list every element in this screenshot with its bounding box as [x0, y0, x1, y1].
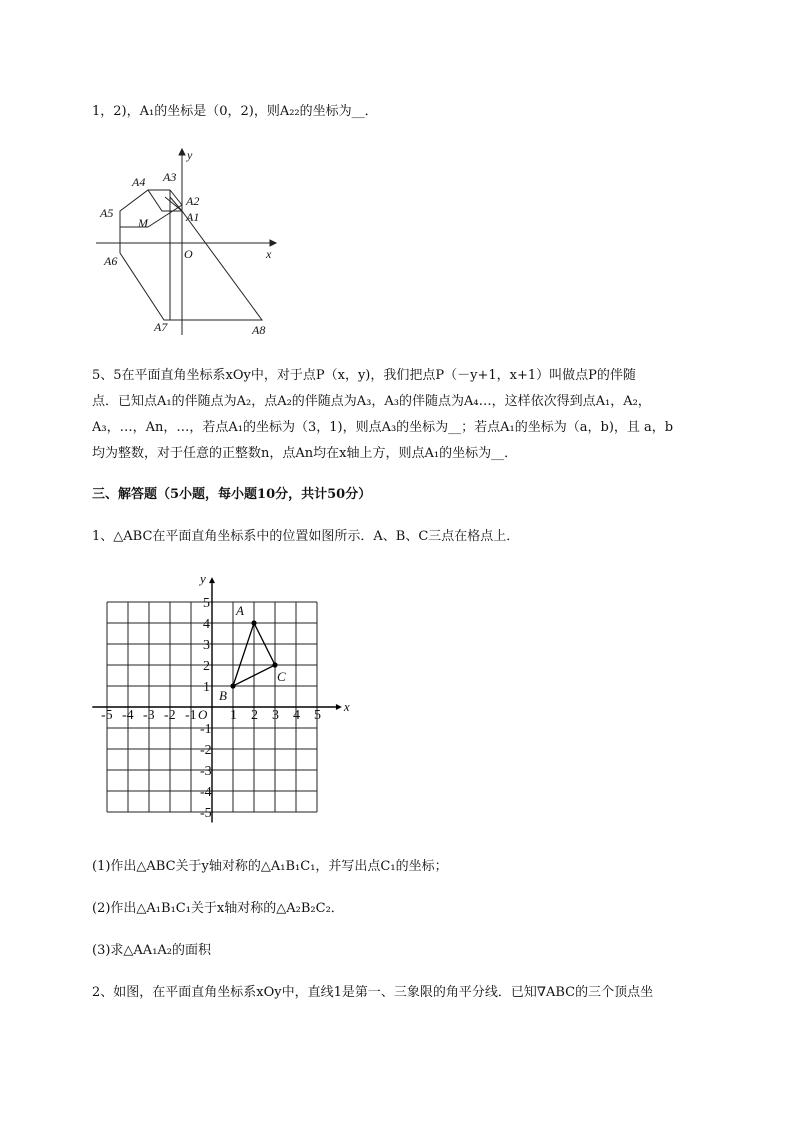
fig1-label-a1: A1	[186, 210, 200, 224]
x-arrow	[270, 240, 276, 246]
y-tick-label: -2	[200, 743, 212, 758]
seg-a2-m	[148, 205, 182, 227]
fig1-label-a3: A3	[163, 170, 177, 184]
point-c	[272, 662, 277, 667]
label-c: C	[277, 669, 286, 684]
x-tick-label: 5	[314, 708, 321, 723]
fig1-label-a8: A8	[252, 323, 266, 337]
x-axis-label: x	[343, 699, 350, 714]
y-tick-label: 4	[203, 617, 210, 632]
figure-grid	[88, 573, 358, 833]
x-tick-label: -5	[101, 708, 113, 723]
x-tick-label: -3	[143, 708, 155, 723]
origin-label: O	[198, 707, 208, 722]
y-tick-label: 5	[203, 596, 210, 611]
y-tick-label: 1	[203, 680, 210, 695]
x-tick-label: 4	[293, 708, 300, 723]
y-axis-label: y	[200, 573, 206, 587]
fig1-label-a7: A7	[154, 320, 168, 334]
x-tick-label: -4	[122, 708, 134, 723]
y-tick-label: -3	[200, 764, 212, 779]
text-line-3: 点．已知点A₁的伴随点为A₂，点A₂的伴随点为A₃，A₃的伴随点为A₄…，这样依次得到点A₁，A₂，	[92, 394, 651, 409]
point-b	[230, 683, 235, 688]
fig1-label-o: O	[184, 247, 193, 261]
point-a	[251, 620, 256, 625]
fig1-label-x: x	[266, 247, 272, 261]
y-tick-label: -4	[200, 785, 212, 800]
label-a: A	[236, 603, 244, 618]
question-1: 1、△ABC在平面直角坐标系中的位置如图所示．A、B、C三点在格点上．	[92, 529, 520, 544]
y-arrow	[209, 577, 215, 583]
question-2: 2、如图，在平面直角坐标系xOy中，直线1是第一、三象限的角平分线．已知∇ABC的三个顶点坐	[92, 985, 654, 1000]
x-tick-label: -1	[185, 708, 197, 723]
y-tick-label: -5	[200, 806, 212, 821]
section-title: 三、解答题（5小题，每小题10分，共计50分）	[92, 487, 372, 502]
text-line-4: A₃，…，An，…，若点A₁的坐标为（3，1)，则点A₃的坐标为__；若点A₁的坐标为（a，b)，且 a，b	[92, 420, 674, 435]
label-b: B	[219, 688, 227, 703]
x-tick-label: -2	[164, 708, 176, 723]
question-1-part-3: (3)求△AA₁A₂的面积	[92, 943, 211, 958]
fig1-label-a2: A2	[186, 194, 200, 208]
question-1-part-2: (2)作出△A₁B₁C₁关于x轴对称的△A₂B₂C₂．	[92, 901, 344, 916]
fig1-label-y: y	[187, 148, 193, 162]
x-tick-label: 1	[230, 708, 237, 723]
fig1-label-a4: A4	[132, 175, 146, 189]
fig1-label-a5: A5	[100, 206, 114, 220]
fig1-label-a6: A6	[104, 254, 118, 268]
y-tick-label: 3	[203, 638, 210, 653]
text-line-5: 均为整数，对于任意的正整数n，点An均在x轴上方，则点A₁的坐标为__．	[92, 446, 518, 461]
figure-spiral	[92, 145, 292, 345]
y-tick-label: -1	[200, 722, 212, 737]
y-arrow	[179, 149, 185, 155]
question-1-part-1: (1)作出△ABC关于y轴对称的△A₁B₁C₁，并写出点C₁的坐标；	[92, 859, 448, 874]
text-line-1: 1，2)，A₁的坐标是（0，2)，则A₂₂的坐标为__．	[92, 104, 378, 119]
x-tick-label: 3	[272, 708, 279, 723]
text-line-2: 5、5在平面直角坐标系xOy中，对于点P（x，y)，我们把点P（－y+1，x+1）叫做点P的伴随	[92, 368, 636, 383]
x-tick-label: 2	[251, 708, 258, 723]
y-tick-label: 2	[203, 659, 210, 674]
fig1-label-m: M	[138, 216, 148, 230]
x-arrow	[336, 704, 342, 710]
